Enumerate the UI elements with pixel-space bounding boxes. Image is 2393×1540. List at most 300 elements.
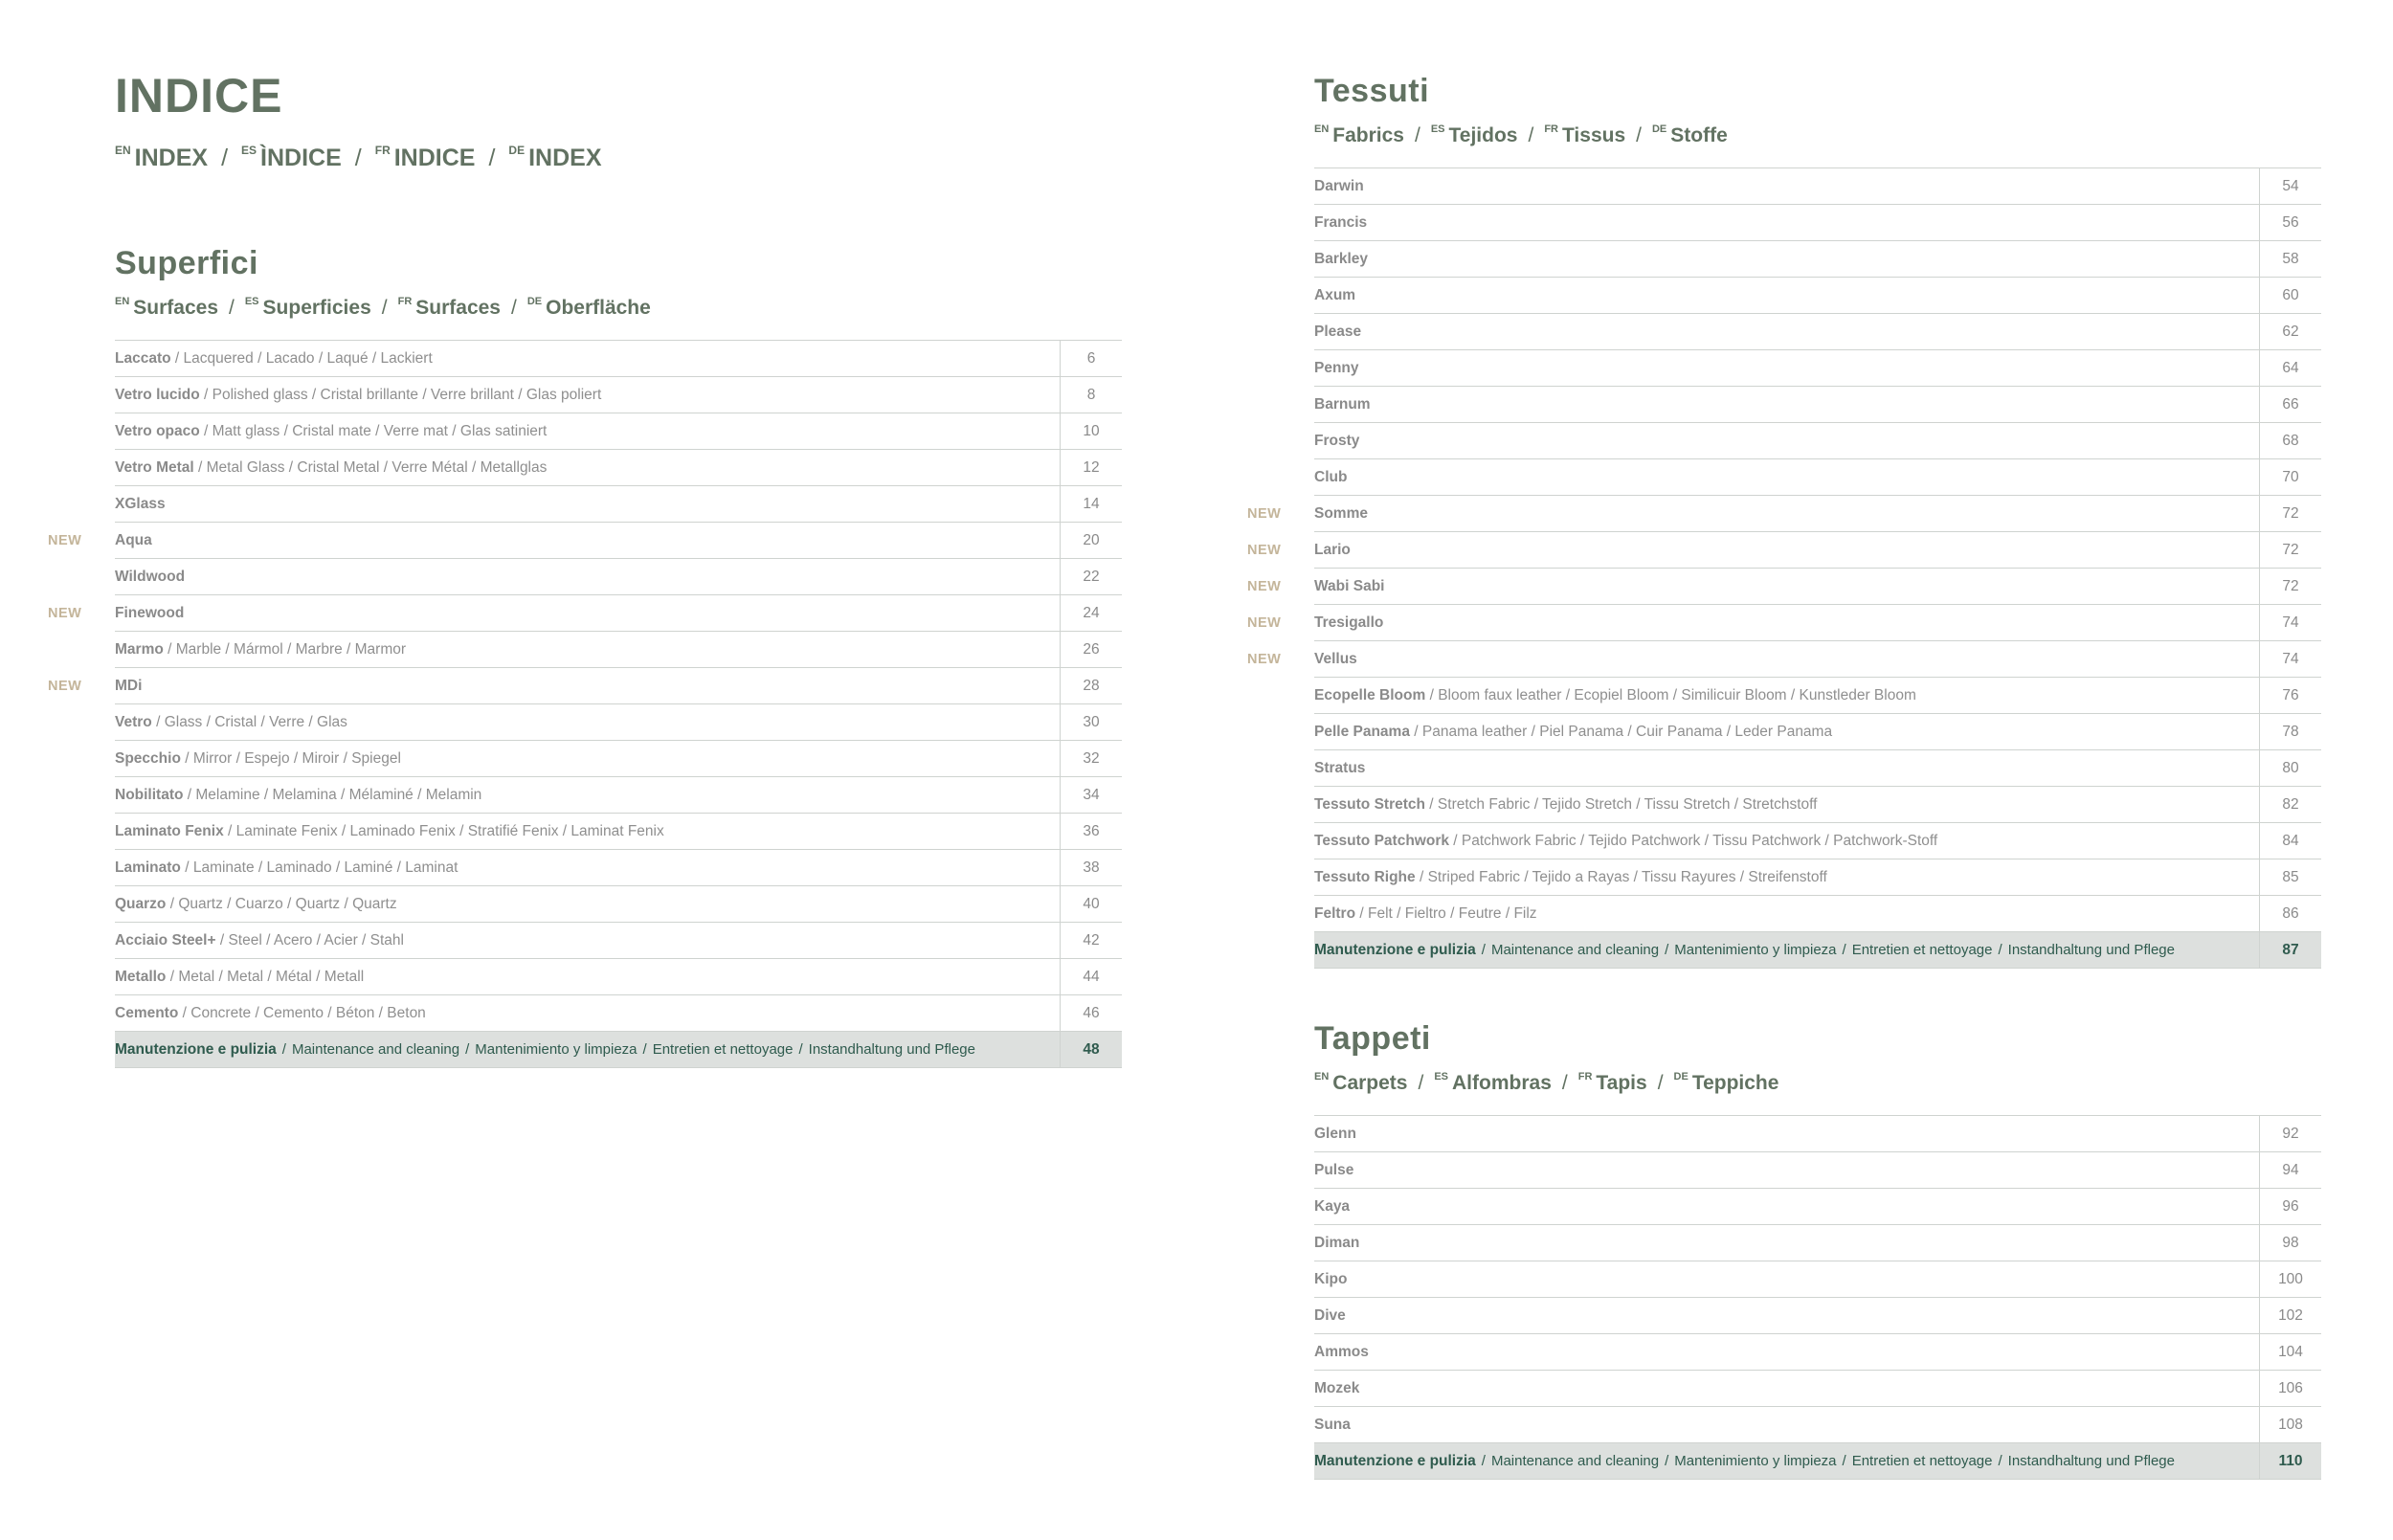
lang-code: ES	[1434, 1071, 1449, 1082]
page-number: 58	[2260, 241, 2322, 278]
separator: /	[381, 297, 388, 319]
entry-cell	[1314, 1371, 2260, 1407]
page-number: 70	[2260, 459, 2322, 496]
entry-name: Specchio	[115, 749, 181, 767]
maintenance-row[interactable]	[1314, 932, 2321, 969]
table-row[interactable]	[115, 450, 1122, 486]
section-translation: Stoffe	[1670, 124, 1728, 146]
page-number: 14	[1061, 486, 1123, 523]
entry-cell	[115, 741, 1061, 777]
new-badge: NEW	[48, 678, 82, 694]
page-number: 66	[2260, 387, 2322, 423]
page-number: 24	[1061, 595, 1123, 632]
entry-name: Ecopelle Bloom	[1314, 686, 1426, 703]
separator: /	[1528, 124, 1534, 146]
entry-translations: Marble / Mármol / Marbre / Marmor	[175, 640, 407, 658]
entry-translations: Striped Fabric / Tejido a Rayas / Tissu Rayures / Streifenstoff	[1427, 868, 1827, 885]
table-row[interactable]	[1314, 387, 2321, 423]
separator	[793, 1041, 808, 1058]
maintenance-translation: Entretien et nettoyage	[1851, 1452, 1993, 1469]
page-number: 40	[1061, 886, 1123, 923]
separator	[637, 1041, 653, 1058]
maintenance-translation: Maintenance and cleaning	[1490, 941, 1660, 958]
entry-translations: Polished glass / Cristal brillante / Verre brillant / Glas poliert	[212, 386, 602, 403]
table-row[interactable]	[115, 341, 1122, 377]
entry-name: Suna	[1314, 1416, 1351, 1433]
page-number: 64	[2260, 350, 2322, 387]
section-tappeti	[1314, 1020, 2321, 1480]
separator: /	[1409, 723, 1422, 740]
entry-translations: Quartz / Cuarzo / Quartz / Quartz	[178, 895, 397, 912]
table-row[interactable]	[1314, 896, 2321, 932]
separator: /	[1425, 686, 1439, 703]
entry-name: Nobilitato	[115, 786, 184, 803]
separator-slash: /	[465, 1040, 470, 1058]
table-row[interactable]	[1314, 205, 2321, 241]
lang-code: EN	[1314, 123, 1330, 135]
table-row[interactable]	[1314, 1189, 2321, 1225]
entry-name: Diman	[1314, 1234, 1360, 1251]
entry-cell	[1314, 241, 2260, 278]
separator-slash: /	[1665, 941, 1669, 958]
entry-name: MDi	[115, 677, 143, 694]
page-number: 74	[2260, 641, 2322, 678]
entry-cell	[1247, 641, 2260, 678]
entry-name: Axum	[1314, 286, 1356, 303]
lang-code: DE	[1651, 123, 1667, 135]
table-row[interactable]	[1314, 314, 2321, 350]
entry-name: Please	[1314, 323, 1362, 340]
separator-slash: /	[1842, 941, 1846, 958]
separator-slash: /	[642, 1040, 647, 1058]
separator	[1659, 1453, 1674, 1469]
table-row[interactable]	[1314, 823, 2321, 859]
entry-name: Club	[1314, 468, 1348, 485]
page-number: 38	[1061, 850, 1123, 886]
page-number: 28	[1061, 668, 1123, 704]
entry-name: Feltro	[1314, 904, 1356, 922]
right-column	[1247, 73, 2321, 1480]
entry-translations: Laminate / Laminado / Laminé / Laminat	[192, 859, 458, 876]
page-number: 34	[1061, 777, 1123, 814]
entry-cell	[1314, 168, 2260, 205]
page-number: 46	[1061, 995, 1123, 1032]
entry-cell	[1314, 750, 2260, 787]
maintenance-translation: Entretien et nettoyage	[652, 1040, 794, 1058]
separator: /	[199, 422, 212, 439]
entry-name: Manutenzione e pulizia	[1314, 1452, 1476, 1469]
table-row[interactable]	[115, 850, 1122, 886]
entry-translations: Melamine / Melamina / Mélaminé / Melamin	[195, 786, 482, 803]
entry-name: Vetro	[115, 713, 152, 730]
entry-cell	[1314, 932, 2260, 969]
entry-cell	[115, 341, 1061, 377]
maintenance-row[interactable]	[115, 1032, 1122, 1068]
page-number: 100	[2260, 1261, 2322, 1298]
table-row[interactable]	[115, 377, 1122, 413]
entry-cell	[1314, 1152, 2260, 1189]
section-translations	[115, 289, 1122, 321]
entry-cell	[1247, 569, 2260, 605]
entry-name: Vellus	[1314, 650, 1357, 667]
separator	[1837, 942, 1852, 958]
separator: /	[199, 386, 212, 403]
table-row[interactable]	[1314, 350, 2321, 387]
table-row[interactable]	[1314, 168, 2321, 205]
new-badge: NEW	[1247, 505, 1282, 522]
page-number: 110	[2260, 1443, 2322, 1480]
separator	[1992, 942, 2007, 958]
entry-translations: Lacquered / Lacado / Laqué / Lackiert	[183, 349, 433, 367]
page-number: 82	[2260, 787, 2322, 823]
index-table	[48, 340, 1122, 1068]
new-badge: NEW	[1247, 578, 1282, 594]
entry-name: Finewood	[115, 604, 185, 621]
page-number: 56	[2260, 205, 2322, 241]
table-row[interactable]	[1314, 750, 2321, 787]
entry-cell	[1314, 1298, 2260, 1334]
separator-slash: /	[1481, 1452, 1486, 1469]
table-row[interactable]	[115, 632, 1122, 668]
table-row[interactable]	[1314, 1261, 2321, 1298]
lang-code: DE	[1673, 1071, 1689, 1082]
new-badge: NEW	[48, 532, 82, 548]
entry-name: Lario	[1314, 541, 1351, 558]
page-number: 26	[1061, 632, 1123, 668]
entry-cell	[1314, 1407, 2260, 1443]
page-number: 85	[2260, 859, 2322, 896]
table-row[interactable]	[1314, 496, 2321, 532]
page-number: 72	[2260, 496, 2322, 532]
separator: /	[1657, 1072, 1664, 1094]
separator: /	[1415, 868, 1428, 885]
entry-cell	[115, 632, 1061, 668]
table-row[interactable]	[115, 995, 1122, 1032]
entry-name: Laminato	[115, 859, 181, 876]
index-translation: INDICE	[393, 145, 476, 171]
index-table	[1247, 167, 2321, 969]
table-row[interactable]	[115, 523, 1122, 559]
section-translations	[1314, 117, 2321, 148]
page-number: 32	[1061, 741, 1123, 777]
entry-name: XGlass	[115, 495, 166, 512]
entry-cell	[115, 413, 1061, 450]
maintenance-translation: Mantenimiento y limpieza	[1674, 941, 1837, 958]
separator-slash: /	[1998, 941, 2002, 958]
entry-name: Dive	[1314, 1306, 1346, 1324]
table-row[interactable]	[1314, 641, 2321, 678]
page-number: 20	[1061, 523, 1123, 559]
separator: /	[221, 145, 229, 171]
section-translation: Teppiche	[1691, 1072, 1779, 1094]
section-translation: Tissus	[1561, 124, 1626, 146]
table-row[interactable]	[1314, 1152, 2321, 1189]
separator: /	[166, 895, 179, 912]
separator-slash: /	[1998, 1452, 2002, 1469]
table-row[interactable]	[1314, 423, 2321, 459]
section-translations	[1314, 1064, 2321, 1096]
table-row[interactable]	[115, 704, 1122, 741]
page-number: 84	[2260, 823, 2322, 859]
table-row[interactable]	[115, 959, 1122, 995]
table-row[interactable]	[1314, 1334, 2321, 1371]
index-translation: ÌNDICE	[260, 145, 342, 171]
separator-slash: /	[1842, 1452, 1846, 1469]
table-row[interactable]	[1314, 678, 2321, 714]
entry-cell	[1314, 1443, 2260, 1480]
page-number: 102	[2260, 1298, 2322, 1334]
separator: /	[193, 458, 207, 476]
lang-code: EN	[1314, 1071, 1330, 1082]
entry-cell	[115, 450, 1061, 486]
entry-cell	[1314, 1116, 2260, 1152]
page-number: 108	[2260, 1407, 2322, 1443]
separator: /	[166, 968, 179, 985]
lang-code: FR	[1544, 123, 1558, 135]
entry-cell	[1314, 678, 2260, 714]
lang-code: ES	[244, 296, 259, 307]
entry-name: Tessuto Righe	[1314, 868, 1416, 885]
page-number: 54	[2260, 168, 2322, 205]
page-number: 12	[1061, 450, 1123, 486]
page-number: 10	[1061, 413, 1123, 450]
entry-name: Wildwood	[115, 568, 186, 585]
entry-name: Manutenzione e pulizia	[1314, 941, 1476, 958]
table-row[interactable]	[1314, 532, 2321, 569]
table-row[interactable]	[1314, 459, 2321, 496]
page-number: 87	[2260, 932, 2322, 969]
table-row[interactable]	[1314, 278, 2321, 314]
index-table	[1314, 1115, 2321, 1480]
entry-cell	[115, 704, 1061, 741]
entry-translations: Metal / Metal / Métal / Metall	[178, 968, 365, 985]
maintenance-translation: Entretien et nettoyage	[1851, 941, 1993, 958]
section-title: Superfici	[115, 245, 258, 281]
table-row[interactable]	[115, 923, 1122, 959]
entry-name: Somme	[1314, 504, 1368, 522]
separator-slash: /	[1665, 1452, 1669, 1469]
section-translation: Alfombras	[1452, 1072, 1552, 1094]
entry-name: Acciaio Steel+	[115, 931, 216, 949]
table-row[interactable]	[115, 413, 1122, 450]
entry-translations: Glass / Cristal / Verre / Glas	[164, 713, 347, 730]
entry-cell	[1314, 205, 2260, 241]
entry-name: Quarzo	[115, 895, 167, 912]
table-row[interactable]	[1314, 1225, 2321, 1261]
table-row[interactable]	[1314, 714, 2321, 750]
separator: /	[1355, 904, 1368, 922]
separator: /	[163, 640, 176, 658]
left-column	[48, 69, 1122, 1068]
entry-name: Penny	[1314, 359, 1359, 376]
table-row[interactable]	[115, 559, 1122, 595]
separator: /	[215, 931, 229, 949]
page-number: 72	[2260, 569, 2322, 605]
separator: /	[170, 349, 184, 367]
entry-cell	[1247, 532, 2260, 569]
entry-cell	[1314, 1334, 2260, 1371]
entry-cell	[1314, 1261, 2260, 1298]
page-number: 30	[1061, 704, 1123, 741]
maintenance-translation: Mantenimiento y limpieza	[1674, 1452, 1837, 1469]
entry-name: Tresigallo	[1314, 614, 1384, 631]
entry-translations: Laminate Fenix / Laminado Fenix / Stratifié Fenix / Laminat Fenix	[235, 822, 664, 839]
entry-name: Barnum	[1314, 395, 1371, 413]
table-row[interactable]	[1314, 241, 2321, 278]
separator-slash: /	[798, 1040, 803, 1058]
entry-cell	[48, 595, 1061, 632]
section-title: Tessuti	[1314, 73, 1430, 109]
page-number: 68	[2260, 423, 2322, 459]
page-number: 60	[2260, 278, 2322, 314]
page-number: 36	[1061, 814, 1123, 850]
page-number: 48	[1061, 1032, 1123, 1068]
separator: /	[1414, 124, 1420, 146]
section-translation: Tapis	[1596, 1072, 1647, 1094]
entry-name: Metallo	[115, 968, 167, 985]
entry-name: Kaya	[1314, 1197, 1351, 1215]
separator: /	[229, 297, 235, 319]
separator: /	[510, 297, 517, 319]
entry-cell	[1314, 714, 2260, 750]
table-row[interactable]	[115, 668, 1122, 704]
table-row[interactable]	[115, 814, 1122, 850]
separator: /	[1418, 1072, 1424, 1094]
page-number: 6	[1061, 341, 1123, 377]
entry-translations: Concrete / Cemento / Béton / Beton	[190, 1004, 426, 1021]
page-number: 106	[2260, 1371, 2322, 1407]
table-row[interactable]	[1314, 569, 2321, 605]
entry-name: Pelle Panama	[1314, 723, 1410, 740]
separator-slash: /	[1481, 941, 1486, 958]
entry-name: Tessuto Stretch	[1314, 795, 1425, 813]
table-row[interactable]	[1314, 859, 2321, 896]
lang-code: FR	[1577, 1071, 1593, 1082]
entry-cell	[1314, 278, 2260, 314]
separator: /	[180, 859, 193, 876]
new-badge: NEW	[48, 605, 82, 621]
separator: /	[183, 786, 196, 803]
section-translation: Tejidos	[1448, 124, 1518, 146]
section-tessuti	[1247, 73, 2321, 969]
entry-cell	[1247, 496, 2260, 532]
entry-name: Darwin	[1314, 177, 1364, 194]
entry-name: Tessuto Patchwork	[1314, 832, 1449, 849]
entry-translations: Felt / Fieltro / Feutre / Filz	[1367, 904, 1537, 922]
page-number: 94	[2260, 1152, 2322, 1189]
index-title: INDICE	[115, 69, 283, 123]
entry-cell	[115, 777, 1061, 814]
maintenance-row[interactable]	[1314, 1443, 2321, 1480]
entry-cell	[1314, 787, 2260, 823]
entry-name: Vetro lucido	[115, 386, 200, 403]
page-number: 76	[2260, 678, 2322, 714]
page-number: 72	[2260, 532, 2322, 569]
table-row[interactable]	[1314, 1116, 2321, 1152]
entry-cell	[48, 668, 1061, 704]
page-number: 92	[2260, 1116, 2322, 1152]
entry-cell	[1314, 896, 2260, 932]
page-number: 8	[1061, 377, 1123, 413]
table-row[interactable]	[115, 886, 1122, 923]
page-number: 74	[2260, 605, 2322, 641]
section-translation: Fabrics	[1332, 124, 1404, 146]
lang-code: ES	[241, 144, 257, 157]
table-row[interactable]	[115, 777, 1122, 814]
page-number: 44	[1061, 959, 1123, 995]
page-number: 42	[1061, 923, 1123, 959]
lang-code: ES	[1430, 123, 1445, 135]
maintenance-translation: Maintenance and cleaning	[291, 1040, 460, 1058]
section-translation: Superficies	[262, 297, 371, 319]
separator	[1659, 942, 1674, 958]
entry-translations: Panama leather / Piel Panama / Cuir Panama / Leder Panama	[1421, 723, 1833, 740]
table-row[interactable]	[1314, 787, 2321, 823]
section-translation: Surfaces	[415, 297, 501, 319]
index-translations	[115, 136, 1122, 172]
entry-name: Laccato	[115, 349, 171, 367]
entry-cell	[115, 814, 1061, 850]
table-row[interactable]	[115, 486, 1122, 523]
separator	[459, 1041, 475, 1058]
separator: /	[180, 749, 193, 767]
entry-cell	[1314, 314, 2260, 350]
entry-name: Laminato Fenix	[115, 822, 224, 839]
separator: /	[223, 822, 236, 839]
lang-code: DE	[526, 296, 543, 307]
entry-name: Pulse	[1314, 1161, 1354, 1178]
separator	[277, 1041, 292, 1058]
separator	[1992, 1453, 2007, 1469]
table-row[interactable]	[1314, 1371, 2321, 1407]
entry-translations: Stretch Fabric / Tejido Stretch / Tissu Stretch / Stretchstoff	[1437, 795, 1818, 813]
page-number: 86	[2260, 896, 2322, 932]
entry-name: Vetro opaco	[115, 422, 200, 439]
entry-cell	[1314, 387, 2260, 423]
table-row[interactable]	[115, 595, 1122, 632]
entry-name: Francis	[1314, 213, 1368, 231]
page-number: 22	[1061, 559, 1123, 595]
page-number: 78	[2260, 714, 2322, 750]
entry-name: Manutenzione e pulizia	[115, 1040, 277, 1058]
entry-cell	[1247, 605, 2260, 641]
table-row[interactable]	[1314, 1407, 2321, 1443]
maintenance-translation: Instandhaltung und Pflege	[2007, 1452, 2175, 1469]
table-row[interactable]	[1314, 1298, 2321, 1334]
entry-name: Mozek	[1314, 1379, 1360, 1396]
separator: /	[151, 713, 165, 730]
entry-name: Aqua	[115, 531, 152, 548]
section-title: Tappeti	[1314, 1020, 1431, 1057]
entry-cell	[115, 377, 1061, 413]
entry-cell	[115, 1032, 1061, 1068]
page-number: 104	[2260, 1334, 2322, 1371]
entry-name: Cemento	[115, 1004, 179, 1021]
entry-name: Wabi Sabi	[1314, 577, 1385, 594]
table-row[interactable]	[1314, 605, 2321, 641]
entry-cell	[1314, 459, 2260, 496]
entry-cell	[115, 886, 1061, 923]
entry-cell	[115, 923, 1061, 959]
maintenance-translation: Instandhaltung und Pflege	[2007, 941, 2175, 958]
maintenance-translation: Maintenance and cleaning	[1490, 1452, 1660, 1469]
entry-cell	[1314, 350, 2260, 387]
index-translation: INDEX	[134, 145, 209, 171]
table-row[interactable]	[115, 741, 1122, 777]
entry-name: Marmo	[115, 640, 164, 658]
separator-slash: /	[281, 1040, 286, 1058]
entry-translations: Mirror / Espejo / Miroir / Spiegel	[192, 749, 401, 767]
